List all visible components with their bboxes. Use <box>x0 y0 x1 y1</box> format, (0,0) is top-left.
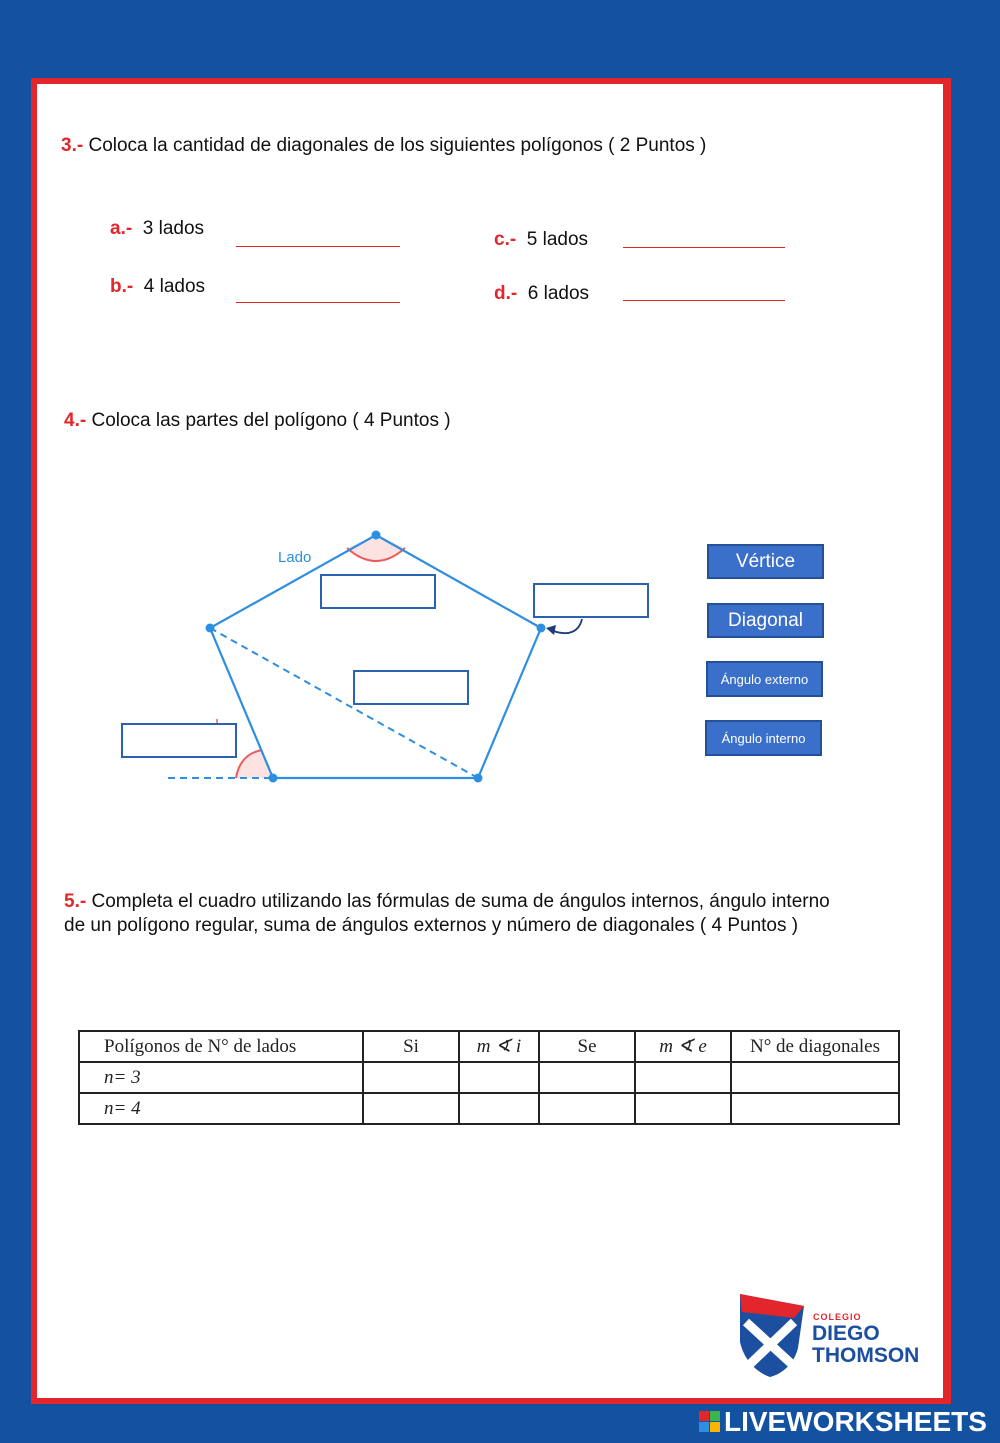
row-label-n3: n= 3 <box>79 1062 363 1093</box>
cell-input[interactable] <box>539 1062 635 1093</box>
chip-angulo-interno[interactable]: Ángulo interno <box>705 720 822 756</box>
question-3-text: Coloca la cantidad de diagonales de los siguientes polígonos ( 2 Puntos ) <box>88 135 707 156</box>
cell-input[interactable] <box>635 1062 731 1093</box>
header-se: Se <box>539 1031 635 1062</box>
chip-diagonal[interactable]: Diagonal <box>707 603 824 638</box>
logo-line-1: DIEGO <box>812 1322 880 1345</box>
drop-box-diagonal[interactable] <box>353 670 469 705</box>
option-a-label: 3 lados <box>142 218 205 239</box>
option-b-label: 4 lados <box>143 276 206 297</box>
school-shield-icon <box>736 1292 808 1378</box>
table-header-row <box>79 1031 899 1062</box>
option-c-letter: c.- <box>494 229 517 250</box>
question-5-line-1 <box>64 891 830 913</box>
cell-input[interactable] <box>635 1093 731 1124</box>
drop-box-vertex[interactable] <box>533 583 649 618</box>
question-5-text-1: Completa el cuadro utilizando las fórmulas de suma de ángulos internos, ángulo interno <box>91 891 830 912</box>
vertex-dot <box>474 774 483 783</box>
header-diagonals: N° de diagonales <box>731 1031 899 1062</box>
vertex-dot <box>372 531 381 540</box>
header-polygon: Polígonos de N° de lados <box>79 1031 363 1062</box>
header-si: Si <box>363 1031 459 1062</box>
drop-box-exterior-angle[interactable] <box>121 723 237 758</box>
cell-input[interactable] <box>731 1062 899 1093</box>
option-a-letter: a.- <box>110 218 133 239</box>
option-b-letter: b.- <box>110 276 134 297</box>
cell-input[interactable] <box>363 1062 459 1093</box>
logo-small-text: COLEGIO <box>813 1312 862 1322</box>
vertex-dot <box>206 624 215 633</box>
pointer-arrowhead <box>546 625 556 635</box>
table-row <box>79 1093 899 1124</box>
row-label-n4: n= 4 <box>79 1093 363 1124</box>
drop-box-vertex-angle[interactable] <box>320 574 436 609</box>
cell-input[interactable] <box>539 1093 635 1124</box>
question-5-number: 5.- <box>64 891 87 912</box>
table-row <box>79 1062 899 1093</box>
liveworksheets-logo-icon <box>699 1411 721 1433</box>
question-5-line-2: de un polígono regular, suma de ángulos externos y número de diagonales ( 4 Puntos ) <box>64 915 799 936</box>
option-d-label: 6 lados <box>527 283 590 304</box>
pentagon-outline <box>210 535 541 778</box>
side-label: Lado <box>278 549 312 566</box>
cell-input[interactable] <box>459 1062 539 1093</box>
watermark-text: LIVEWORKSHEETS <box>724 1406 987 1437</box>
polygon-table <box>78 1030 900 1125</box>
chip-angulo-externo[interactable]: Ángulo externo <box>706 661 823 697</box>
vertex-dot <box>537 624 546 633</box>
cell-input[interactable] <box>363 1093 459 1124</box>
question-4-text: Coloca las partes del polígono ( 4 Puntos ) <box>91 410 451 431</box>
header-m-e: m ∢ e <box>635 1031 731 1062</box>
option-c-label: 5 lados <box>526 229 589 250</box>
logo-line-2: THOMSON <box>812 1344 920 1367</box>
chip-vertice[interactable]: Vértice <box>707 544 824 579</box>
cell-input[interactable] <box>459 1093 539 1124</box>
question-3-number: 3.- <box>61 135 84 156</box>
cell-input[interactable] <box>731 1093 899 1124</box>
option-d-letter: d.- <box>494 283 518 304</box>
vertex-dot <box>269 774 278 783</box>
header-m-i: m ∢ i <box>459 1031 539 1062</box>
question-4-number: 4.- <box>64 410 87 431</box>
